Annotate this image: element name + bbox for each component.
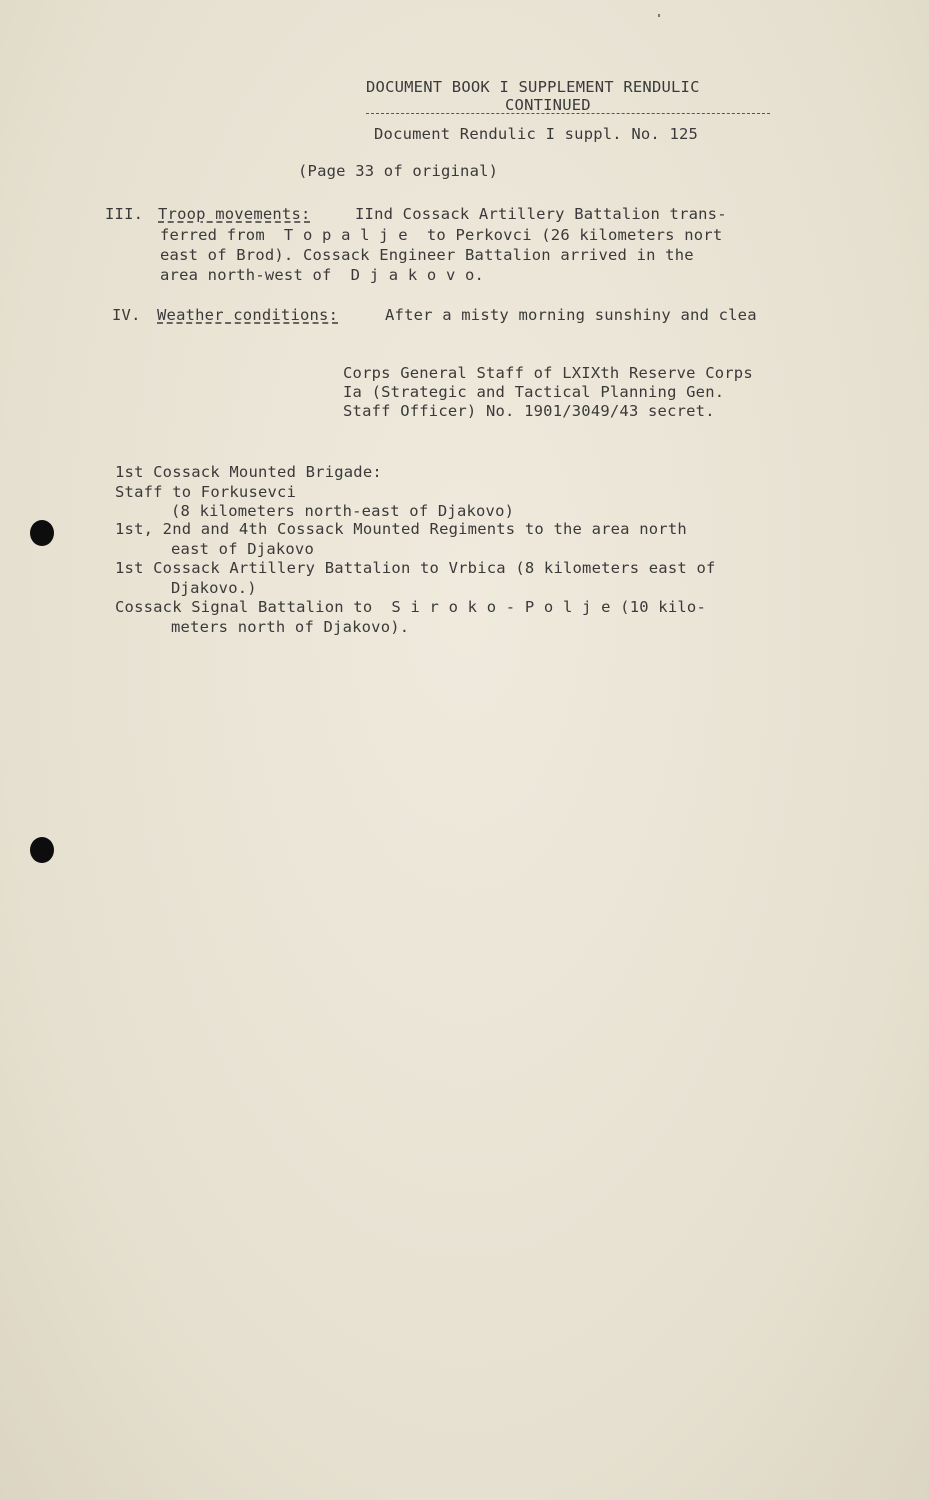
section-iii-line4: area north-west of D j a k o v o. <box>160 266 485 284</box>
document-reference: Document Rendulic I suppl. No. 125 <box>374 125 699 143</box>
brigade-artillery-line1: 1st Cossack Artillery Battalion to Vrbica (8 kilometers east of <box>115 559 716 577</box>
continued-label: CONTINUED <box>505 96 591 114</box>
brigade-regiments-line2: east of Djakovo <box>171 540 314 558</box>
signature-line3: Staff Officer) No. 1901/3049/43 secret. <box>343 402 715 420</box>
brigade-signal-line1: Cossack Signal Battalion to S i r o k o - P o l j e (10 kilo- <box>115 598 706 616</box>
brigade-staff-note: (8 kilometers north-east of Djakovo) <box>171 502 515 520</box>
signature-line1: Corps General Staff of LXIXth Reserve Corps <box>343 364 753 382</box>
section-iii-heading: Troop movements: <box>158 205 311 223</box>
brigade-signal-line2: meters north of Djakovo). <box>171 618 410 636</box>
section-iii-line2: ferred from T o p a l j e to Perkovci (26 kilometers nort <box>160 226 723 244</box>
brigade-staff: Staff to Forkusevci <box>115 483 297 501</box>
punch-hole-bottom <box>30 837 54 863</box>
punch-hole-top <box>30 520 54 546</box>
brigade-regiments-line1: 1st, 2nd and 4th Cossack Mounted Regiments to the area north <box>115 520 687 538</box>
section-iv-heading: Weather conditions: <box>157 306 339 324</box>
page-note: (Page 33 of original) <box>298 162 499 180</box>
section-iv-text: After a misty morning sunshiny and clea <box>385 306 757 324</box>
signature-line2: Ia (Strategic and Tactical Planning Gen. <box>343 383 725 401</box>
section-iii-line3: east of Brod). Cossack Engineer Battalion arrived in the <box>160 246 694 264</box>
brigade-title: 1st Cossack Mounted Brigade: <box>115 463 382 481</box>
section-iii-number: III. <box>105 205 144 223</box>
brigade-artillery-line2: Djakovo.) <box>171 579 257 597</box>
paper-speck <box>658 14 660 17</box>
section-iv-number: IV. <box>112 306 141 324</box>
document-title: DOCUMENT BOOK I SUPPLEMENT RENDULIC <box>366 78 700 96</box>
section-iii-line1: IInd Cossack Artillery Battalion trans- <box>355 205 727 223</box>
